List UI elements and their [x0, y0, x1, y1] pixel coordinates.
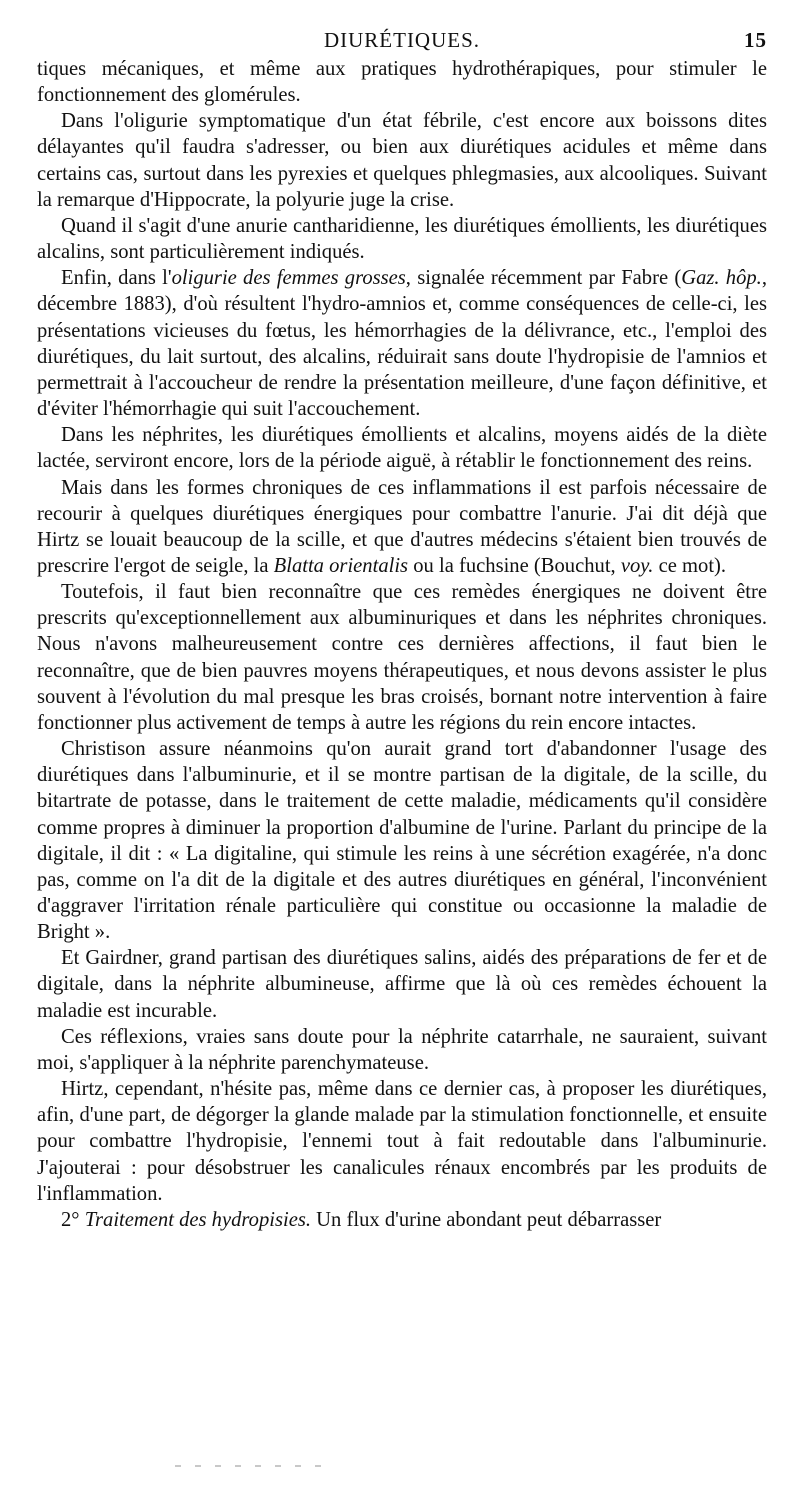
- text-run: ce mot).: [653, 554, 727, 577]
- body-text: [37, 56, 767, 1233]
- text-run: Hirtz, cependant, n'hésite pas, même dans ce dernier cas, à proposer les diurétiques, afin, d'une part, de dégorger la glande malade par la stimulation fonctionnelle, et ensuite pour combattre l'hydropisie, l'ennemi tout à fait redoutable dans l'albuminurie. J'ajouterai : pour désobstruer les canalicules rénaux encombrés par les produits de l'inflammation.: [37, 1078, 767, 1205]
- text-run: Un flux d'urine abondant peut débarrasser: [311, 1208, 662, 1231]
- text-run: Toutefois, il faut bien reconnaître que ces remèdes énergiques ne doivent être prescrits qu'exceptionnellement aux albuminuriques et dans les néphrites chroniques. Nous n'avons malheureusement contre ces dernières affections, il faut bien le reconnaître, que de bien pauvres moyens thérapeutiques, et nous devons assister le plus souvent à l'évolution du mal presque les bras croisés, bornant notre intervention à faire fonctionner plus activement de temps à autre les régions du rein encore intactes.: [37, 581, 767, 734]
- text-run: 2°: [61, 1208, 85, 1231]
- paragraph: [37, 579, 767, 736]
- page-header: [37, 26, 767, 56]
- paragraph: [37, 213, 767, 265]
- paragraph: [37, 1024, 767, 1076]
- paragraph: [37, 265, 767, 422]
- paragraph: [37, 475, 767, 580]
- paragraph: [37, 422, 767, 474]
- paragraph: [37, 1207, 767, 1233]
- paragraph: [37, 56, 767, 108]
- bleed-through-marks: [175, 1463, 445, 1469]
- text-run: , signalée récemment par Fabre (: [405, 267, 682, 290]
- paragraph: [37, 1076, 767, 1207]
- text-run: Et Gairdner, grand partisan des diurétiques salins, aidés des préparations de fer et de digitale, dans la néphrite albumineuse, affirme que là où ces remèdes échouent la maladie est incurable.: [37, 947, 767, 1022]
- text-run: Quand il s'agit d'une anurie cantharidienne, les diurétiques émollients, les diurétiques alcalins, sont particulièrement indiqués.: [37, 214, 767, 264]
- italic-text: oligurie des femmes grosses: [171, 267, 406, 290]
- text-run: , décembre 1883), d'où résultent l'hydro-amnios et, comme conséquences de celle-ci, les présentations vicieuses du fœtus, les hémorrhagies de la délivrance, etc., l'emploi des diurétiques, du lait surtout, des alcalins, réduirait sans doute l'hydropisie de l'amnios et permettrait à l'accoucheur de rendre la présentation meilleure, d'une façon définitive, et d'éviter l'hémorrhagie qui suit l'accouchement.: [37, 267, 767, 421]
- paragraph: [37, 108, 767, 213]
- paragraph: [37, 945, 767, 1023]
- text-run: Christison assure néanmoins qu'on aurait grand tort d'abandonner l'usage des diurétiques dans l'albuminurie, et il se montre partisan de la digitale, de la scille, du bitartrate de potasse, dans le traitement de cette maladie, médicaments qu'il considère comme propres à diminuer la proportion d'albumine de l'urine. Parlant du principe de la digitale, il dit : « La digitaline, qui stimule les reins à une sécrétion exagérée, n'a donc pas, comme on l'a dit de la digitale et des autres diurétiques en général, l'inconvénient d'aggraver l'irritation rénale particulière qui constitue ou occasionne la maladie de Bright ».: [37, 738, 767, 944]
- page-number: 15: [744, 28, 767, 52]
- italic-text: Traitement des hydropisies.: [84, 1208, 312, 1231]
- text-run: Mais dans les formes chroniques de ces inflammations il est parfois nécessaire de recourir à quelques diurétiques énergiques pour combattre l'anurie. J'ai dit déjà que Hirtz se louait beaucoup de la scille, et que d'autres médecins s'étaient bien trouvés de prescrire l'ergot de seigle, la: [37, 476, 767, 577]
- text-run: tiques mécaniques, et même aux pratiques hydrothérapiques, pour stimuler le fonctionnement des glomérules.: [37, 58, 767, 107]
- italic-text: Gaz. hôp.: [681, 267, 762, 290]
- paragraph: [37, 736, 767, 945]
- running-head: DIURÉTIQUES.: [323, 28, 481, 52]
- italic-text: voy.: [620, 554, 654, 577]
- book-page: [37, 26, 767, 1233]
- text-run: Ces réflexions, vraies sans doute pour la néphrite catarrhale, ne sauraient, suivant moi, s'appliquer à la néphrite parenchymateuse.: [37, 1025, 767, 1074]
- text-run: Enfin, dans l': [61, 267, 172, 290]
- text-run: Dans les néphrites, les diurétiques émollients et alcalins, moyens aidés de la diète lactée, serviront encore, lors de la période aiguë, à rétablir le fonctionnement des reins.: [37, 424, 767, 473]
- italic-text: Blatta orientalis: [273, 554, 409, 577]
- text-run: Dans l'oligurie symptomatique d'un état fébrile, c'est encore aux boissons dites délayantes qu'il faudra s'adresser, ou bien aux diurétiques acidules et même dans certains cas, surtout dans les pyrexies et quelques phlegmasies, aux alcooliques. Suivant la remarque d'Hippocrate, la polyurie juge la crise.: [37, 110, 767, 211]
- text-run: ou la fuchsine (Bouchut,: [408, 554, 621, 577]
